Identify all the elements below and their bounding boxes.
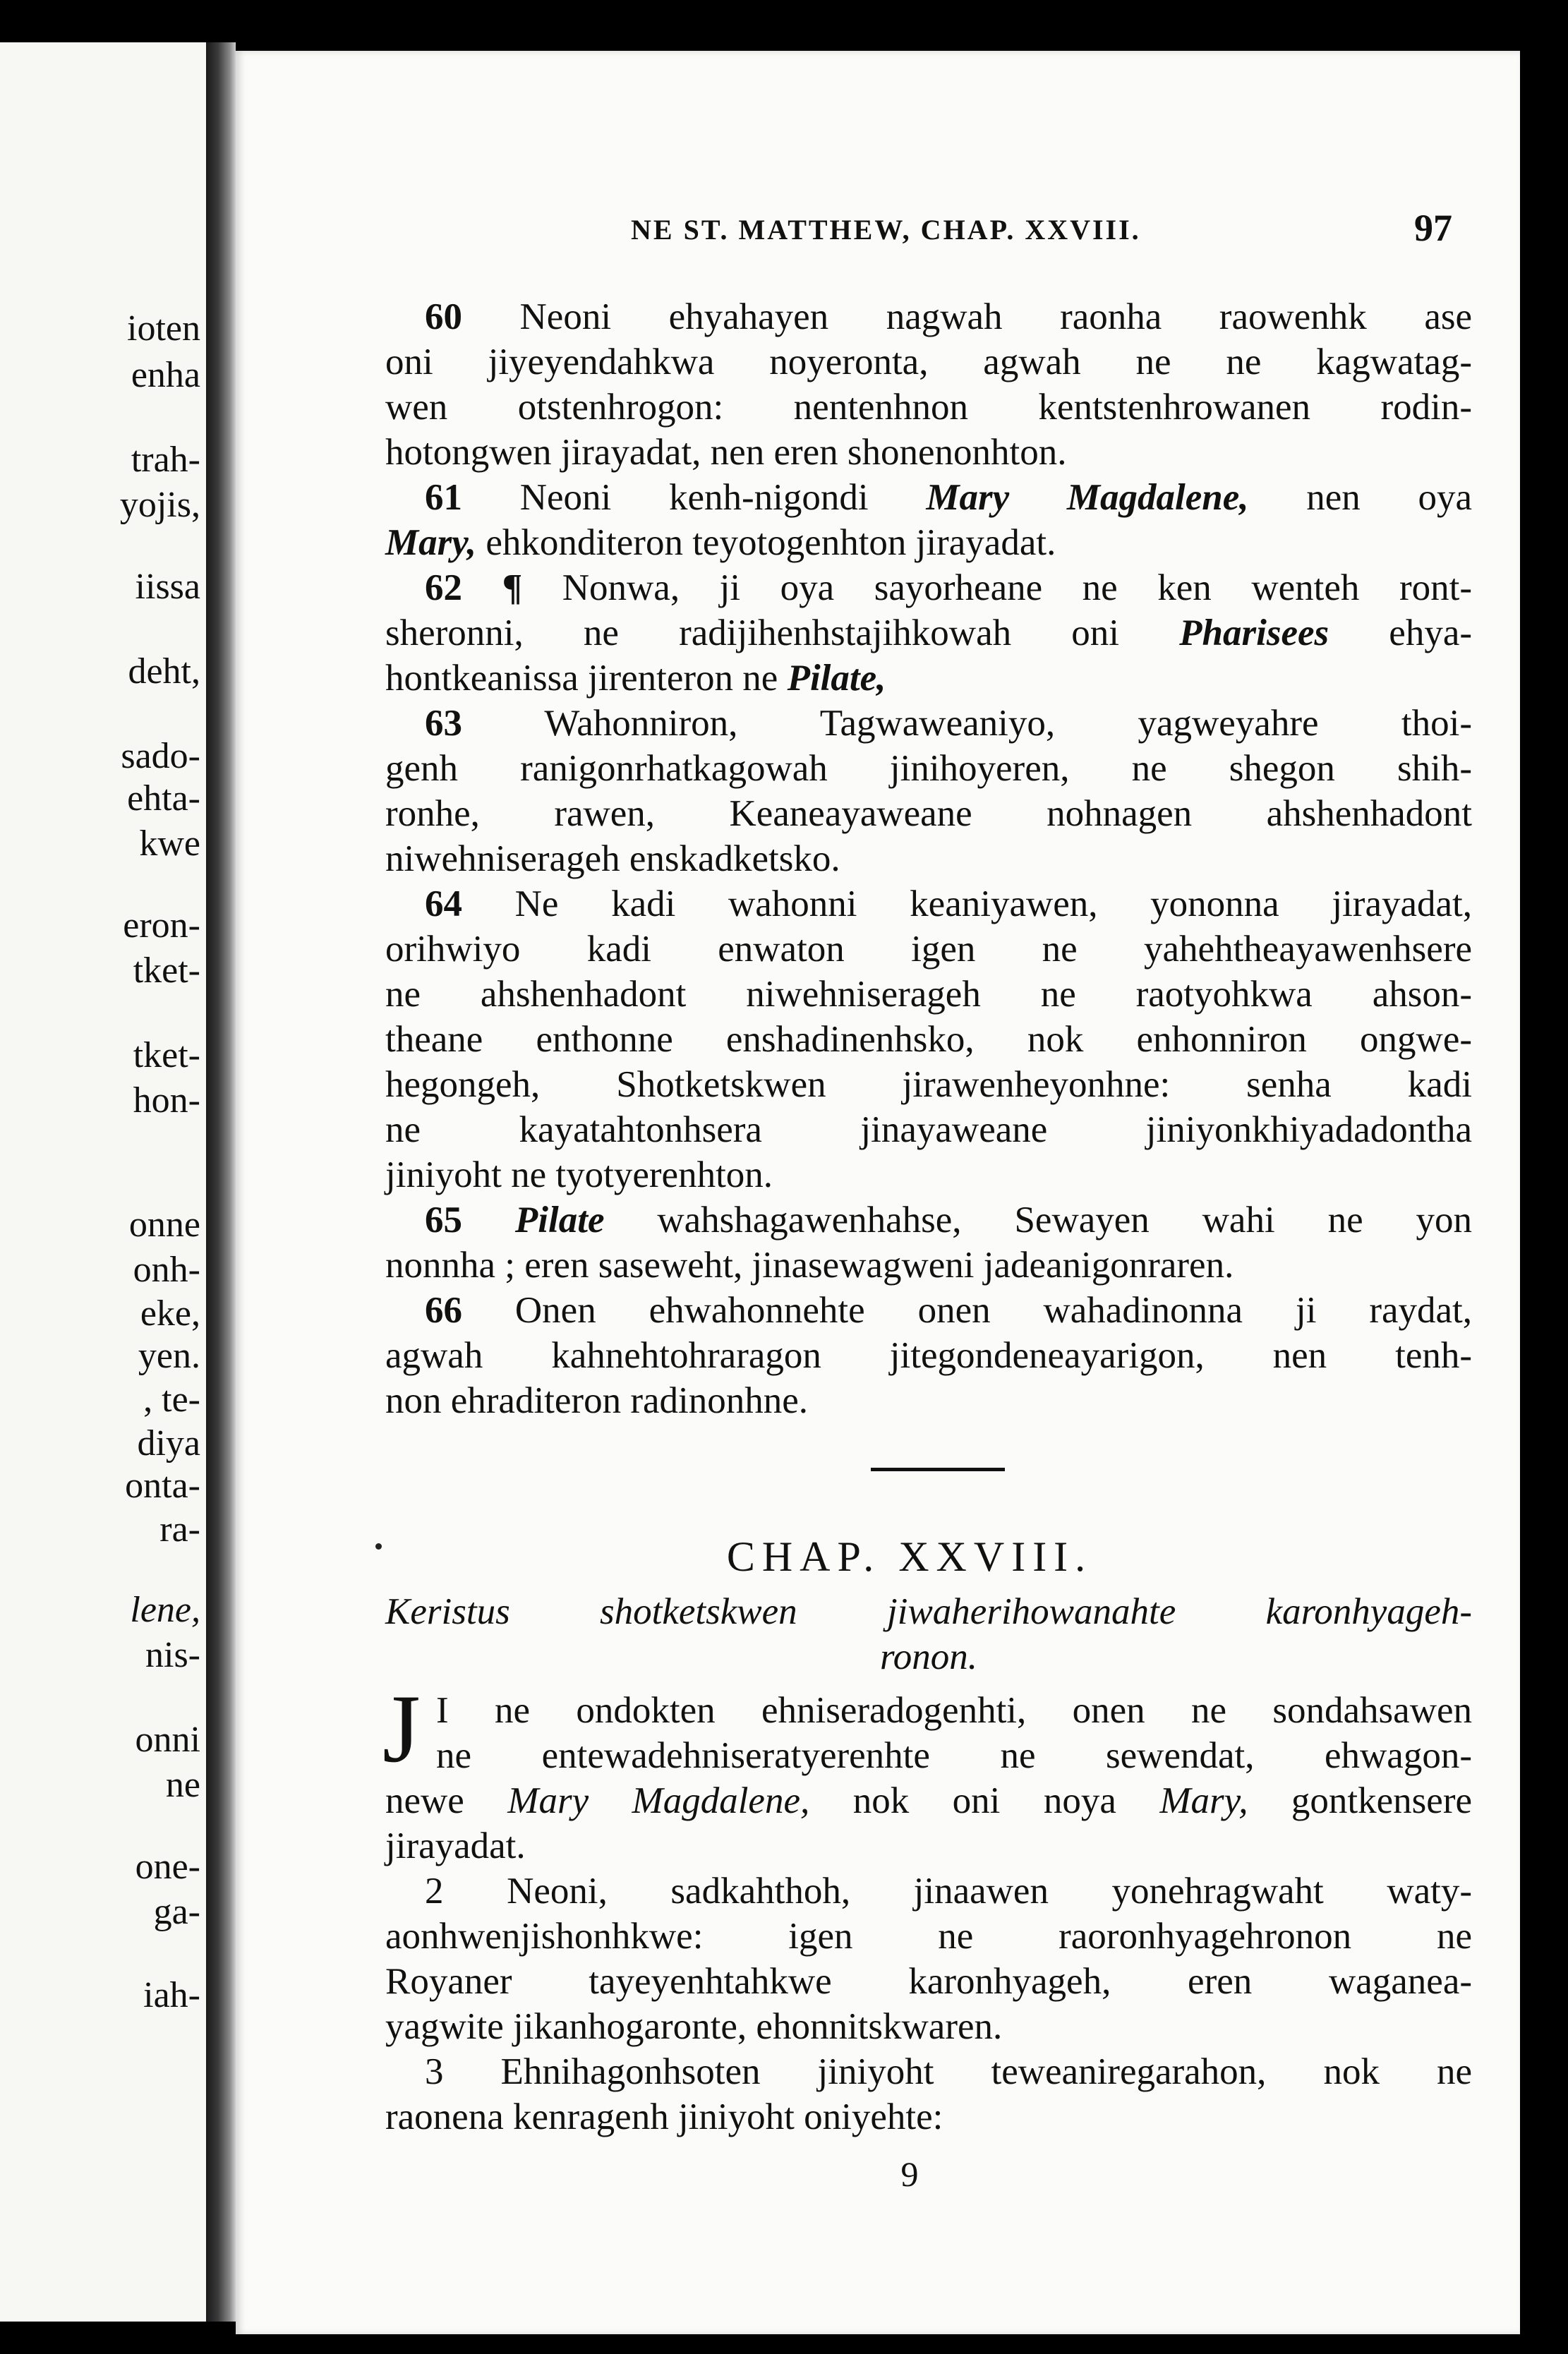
verse-text: Neoni, sadkahthoh, jinaawen yonehragwaht waty- (443, 1871, 1472, 1912)
verse-66-line: non ehraditeron radinonhne. (385, 1380, 808, 1421)
left-page-text: ehta- (127, 778, 200, 819)
verse-3-line: raonena kenragenh jiniyoht oniyehte: (385, 2096, 943, 2137)
left-page-text: diya (137, 1423, 200, 1463)
verse-text: Onen ehwahonnehte onen wahadinonna ji raydat, (462, 1290, 1472, 1331)
verse-62-line (385, 656, 1472, 701)
verse-66-line: agwah kahnehtohraragon jitegondeneayarigon, nen tenh- (385, 1335, 1472, 1376)
name-mary: Mary, (385, 522, 477, 563)
running-head: NE ST. MATTHEW, CHAP. XXVIII. (631, 214, 1141, 246)
left-page-text: eke, (140, 1293, 200, 1334)
page-number: 97 (1414, 207, 1452, 249)
verse-number: 62 ¶ (425, 567, 523, 608)
verse-text: Nonwa, ji oya sayorheane ne ken wenteh ront- (522, 567, 1472, 608)
verse-63-line: niwehniserageh enskadketsko. (385, 838, 840, 879)
verse-number: 3 (425, 2051, 444, 2092)
verse-2-line: Royaner tayeyenhtahkwe karonhyageh, eren waganea- (385, 1961, 1472, 2002)
drop-cap: J (382, 1674, 421, 1782)
verse-text: ehkonditeron teyotogenhton jirayadat. (476, 522, 1056, 563)
verse-61-line (385, 520, 1472, 565)
verse-1-line: I ne ondokten ehniseradogenhti, onen ne sondahsawen (436, 1690, 1472, 1731)
verse-65-line (385, 1197, 1472, 1243)
left-page-text: tket- (133, 950, 200, 991)
left-page-text: ga- (153, 1892, 200, 1932)
verse-66-line (385, 1288, 1472, 1333)
verse-number: 65 (425, 1200, 462, 1241)
verse-61-line (385, 475, 1472, 520)
verse-number: 61 (425, 477, 462, 518)
left-page-text: deht, (128, 651, 200, 692)
left-page-text: iissa (135, 567, 200, 607)
left-page-text: onh- (133, 1250, 200, 1290)
left-page-text: , te- (143, 1380, 200, 1420)
verse-1-line (385, 1778, 1472, 1823)
verse-60-line: hotongwen jirayadat, nen eren shonenonhton. (385, 432, 1067, 473)
left-page-text: onta- (125, 1466, 200, 1506)
verse-60-line: oni jiyeyendahkwa noyeronta, agwah ne ne kagwatag- (385, 342, 1472, 382)
verse-text: sheronni, ne radijihenhstajihkowah oni (385, 612, 1180, 653)
verse-62-line (385, 565, 1472, 610)
verse-64-line (385, 881, 1472, 926)
verse-text: Ehnihagonhsoten jiniyoht teweaniregarahon, nok ne (443, 2051, 1472, 2092)
section-divider (871, 1468, 1005, 1471)
left-page-text: sado- (121, 736, 200, 776)
verse-64-line: theane enthonne enshadinenhsko, nok enhonniron ongwe- (385, 1019, 1472, 1060)
left-page-text: ne (165, 1765, 200, 1805)
verse-text: nok oni noya (809, 1780, 1160, 1821)
verse-64-line: jiniyoht ne tyotyerenhton. (385, 1154, 773, 1195)
verse-text: nen oya (1248, 477, 1472, 518)
book-gutter (206, 42, 236, 2322)
name-pharisees: Pharisees (1179, 612, 1329, 653)
left-page-text: ioten (127, 308, 200, 349)
left-page-text: ra- (159, 1509, 200, 1550)
verse-number: 66 (425, 1290, 462, 1331)
verse-1-line: jirayadat. (385, 1825, 526, 1866)
left-page-fragment (0, 42, 212, 2322)
left-page-text: trah- (131, 440, 200, 480)
verse-1-line: ne entewadehniseratyerenhte ne sewendat, ehwagon- (436, 1735, 1472, 1776)
verse-text: hontkeanissa jirenteron ne (385, 658, 788, 699)
left-page-text: yojis, (119, 485, 200, 525)
verse-text: wahshagawenhahse, Sewayen wahi ne yon (604, 1200, 1472, 1241)
name-mary-magdalene: Mary Magdalene, (507, 1780, 810, 1821)
verse-text: Ne kadi wahonni keaniyawen, yononna jirayadat, (462, 883, 1472, 924)
verse-63-line: genh ranigonrhatkagowah jinihoyeren, ne shegon shih- (385, 748, 1472, 789)
chapter-title: CHAP. XXVIII. (726, 1533, 1093, 1580)
verse-2-line (385, 1869, 1472, 1914)
verse-60-line: wen otstenhrogon: nentenhnon kentstenhrowanen rodin- (385, 387, 1472, 428)
verse-64-line: ne kayatahtonhsera jinayaweane jiniyonkhiyadadontha (385, 1109, 1472, 1150)
left-page-text: one- (135, 1847, 200, 1887)
verse-text: Neoni kenh-nigondi (462, 477, 927, 518)
left-page-text: enha (131, 355, 200, 395)
left-page-text: eron- (123, 905, 200, 946)
right-page (236, 51, 1520, 2334)
left-page-text: hon- (133, 1080, 200, 1121)
verse-65-line: nonnha ; eren saseweht, jinasewagweni jadeanigonraren. (385, 1245, 1234, 1286)
left-page-text: onni (135, 1720, 200, 1760)
left-page-text: yen. (138, 1336, 200, 1376)
verse-60-line (385, 294, 1472, 339)
left-page-text: lene, (130, 1590, 200, 1630)
verse-63-line: ronhe, rawen, Keaneayaweane nohnagen ahshenhadont (385, 793, 1472, 834)
name-mary-magdalene: Mary Magdalene, (926, 477, 1249, 518)
verse-62-line (385, 610, 1472, 656)
chapter-body (382, 1674, 1473, 2139)
verse-number: 2 (425, 1871, 444, 1912)
verse-text: Wahonniron, Tagwaweaniyo, yagweyahre thoi- (462, 703, 1472, 744)
verse-text: newe (385, 1780, 508, 1821)
name-mary: Mary, (1159, 1780, 1248, 1821)
verse-63-line (385, 701, 1472, 746)
verse-2-line: aonhwenjishonhkwe: igen ne raoronhyagehronon ne (385, 1916, 1472, 1957)
verse-number: 64 (425, 883, 462, 924)
verse-text: Neoni ehyahayen nagwah raonha raowenhk ase (462, 296, 1472, 337)
signature-mark: 9 (900, 2154, 919, 2194)
name-pilate: Pilate, (787, 658, 886, 699)
name-pilate: Pilate (514, 1200, 605, 1241)
verse-number: 60 (425, 296, 462, 337)
summary-line: ronon. (880, 1636, 977, 1677)
chapter-summary (385, 1589, 1472, 1679)
verse-64-line: orihwiyo kadi enwaton igen ne yahehtheayawenhsere (385, 929, 1472, 970)
verse-number: 63 (425, 703, 462, 744)
left-page-text: kwe (139, 823, 200, 864)
summary-line: Keristus shotketskwen jiwaherihowanahte karonhyageh- (385, 1591, 1472, 1632)
verse-2-line: yagwite jikanhogaronte, ehonnitskwaren. (385, 2006, 1003, 2047)
verse-3-line (385, 2049, 1472, 2094)
verses-block (385, 294, 1472, 1423)
left-page-text: tket- (133, 1035, 200, 1075)
verse-64-line: hegongeh, Shotketskwen jirawenheyonhne: senha kadi (385, 1064, 1472, 1105)
verse-1 (382, 1674, 1473, 1869)
left-page-text: nis- (145, 1635, 200, 1675)
verse-64-line: ne ahshenhadont niwehniserageh ne raotyohkwa ahson- (385, 974, 1472, 1015)
left-page-text: iah- (143, 1975, 200, 2015)
verse-text: gontkensere (1248, 1780, 1473, 1821)
left-page-text: onne (128, 1205, 200, 1245)
verse-text: ehya- (1329, 612, 1472, 653)
